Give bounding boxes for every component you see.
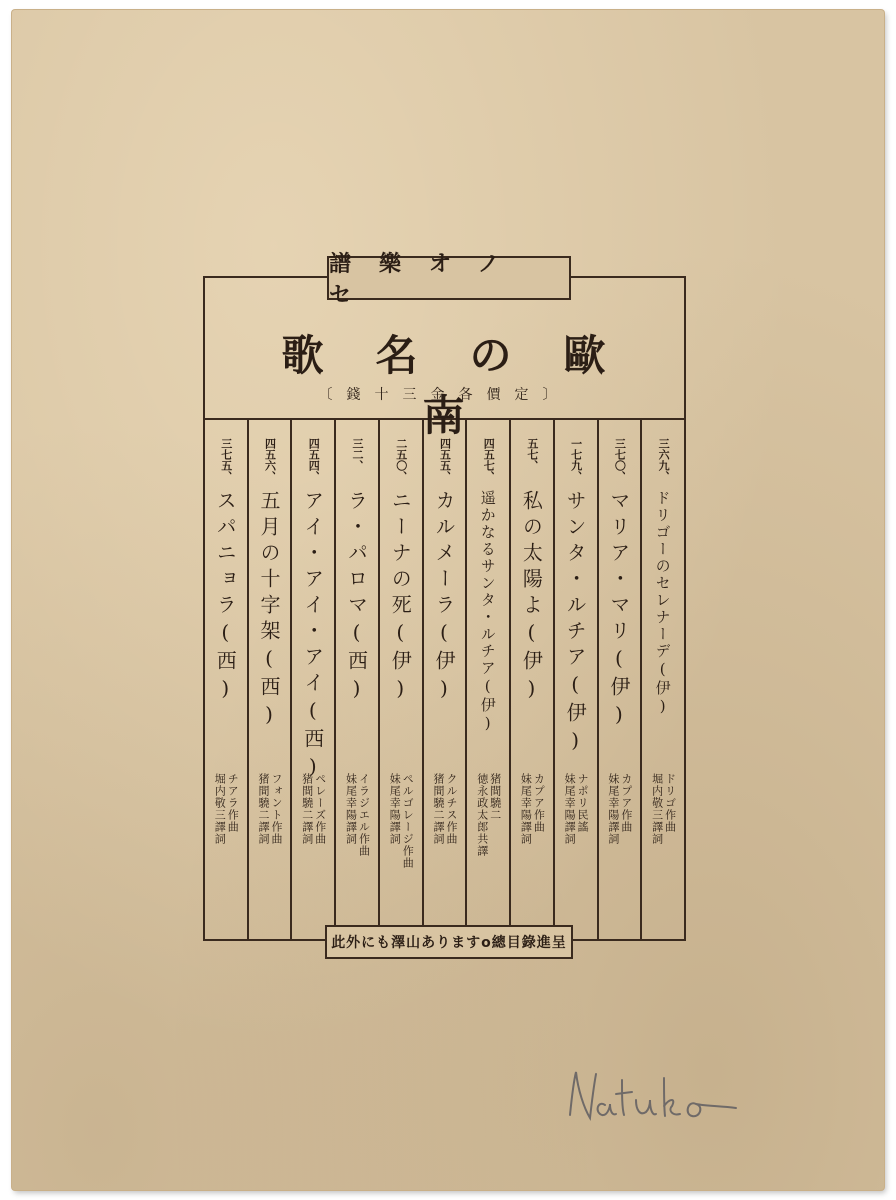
credit-line: 徳永政太郎共譯 xyxy=(475,773,489,857)
credit-line: カプア作曲 xyxy=(619,773,633,833)
song-column xyxy=(380,418,424,939)
song-credits xyxy=(519,773,544,923)
credit-line: 妹尾幸陽譯詞 xyxy=(344,773,358,845)
song-column xyxy=(336,418,380,939)
song-title: アイ・アイ・アイ(西) xyxy=(300,490,325,784)
song-number: 四五七、 xyxy=(482,438,496,482)
song-title: 遥かなるサンタ・ルチア(伊) xyxy=(478,490,497,734)
credit-line: ペレーズ作曲 xyxy=(313,773,327,845)
song-credits xyxy=(344,773,369,923)
song-title: 私の太陽よ(伊) xyxy=(519,490,544,706)
song-title: サンタ・ルチア(伊) xyxy=(563,490,588,758)
song-number: 四五四、 xyxy=(307,438,321,482)
song-title: 五月の十字架(西) xyxy=(257,490,282,732)
song-number: 四五六、 xyxy=(263,438,277,482)
song-number: 四五五、 xyxy=(438,438,452,482)
song-number: 三二、 xyxy=(350,438,364,471)
credit-line: 妹尾幸陽譯詞 xyxy=(563,773,577,845)
song-number: 三七〇、 xyxy=(613,438,627,482)
credit-line: イラジエル作曲 xyxy=(357,773,371,857)
song-credits xyxy=(301,773,326,923)
song-column xyxy=(642,418,684,939)
catalog-frame xyxy=(203,276,686,941)
song-number: 三六九、 xyxy=(657,438,671,482)
credit-line: ドリゴ作曲 xyxy=(663,773,677,833)
series-label: 譜樂オノセ xyxy=(327,256,571,300)
song-credits xyxy=(432,773,457,923)
credit-line: ナポリ民謠 xyxy=(576,773,590,833)
song-title: ドリゴーのセレナーデ(伊) xyxy=(653,490,672,717)
song-number: 二五〇、 xyxy=(394,438,408,482)
song-credits xyxy=(476,773,501,923)
credit-line: ペルゴレージ作曲 xyxy=(401,773,415,869)
song-column xyxy=(205,418,249,939)
credit-line: 妹尾幸陽譯詞 xyxy=(519,773,533,845)
song-title: マリア・マリ(伊) xyxy=(606,490,631,732)
song-column xyxy=(467,418,511,939)
handwritten-signature xyxy=(560,1060,780,1140)
song-number: 五七、 xyxy=(525,438,539,471)
song-column xyxy=(424,418,468,939)
credit-line: 妹尾幸陽譯詞 xyxy=(606,773,620,845)
credit-line: クルチス作曲 xyxy=(444,773,458,845)
song-column xyxy=(249,418,293,939)
song-column xyxy=(555,418,599,939)
song-credits xyxy=(651,773,676,923)
song-credits xyxy=(563,773,588,923)
credit-line: 堀内敬三譯詞 xyxy=(213,773,227,845)
song-column xyxy=(511,418,555,939)
song-title: ラ・パロマ(西) xyxy=(344,490,369,706)
song-title: カルメーラ(伊) xyxy=(431,490,456,706)
credit-line: 猪間驍二譯詞 xyxy=(257,773,271,845)
credit-line: カプア作曲 xyxy=(532,773,546,833)
song-column xyxy=(599,418,643,939)
footer-note: 此外にも澤山ありますo總目錄進呈 xyxy=(325,925,573,959)
credit-line: 堀内敬三譯詞 xyxy=(650,773,664,845)
song-column xyxy=(292,418,336,939)
song-credits xyxy=(607,773,632,923)
song-number: 三七五、 xyxy=(219,438,233,482)
credit-line: 猪間驍二譯詞 xyxy=(431,773,445,845)
song-credits xyxy=(257,773,282,923)
song-credits xyxy=(213,773,238,923)
song-number: 一七九、 xyxy=(569,438,583,482)
credit-line: 猪間驍二 xyxy=(488,773,502,821)
catalog-title: 歌名の歐南 xyxy=(281,331,658,440)
credit-line: 妹尾幸陽譯詞 xyxy=(388,773,402,845)
credit-line: フォント作曲 xyxy=(270,773,284,845)
song-title: スパニョラ(西) xyxy=(213,490,238,706)
credit-line: チアラ作曲 xyxy=(226,773,240,833)
price-note: 〔錢十三金各價定〕 xyxy=(318,387,571,403)
song-credits xyxy=(388,773,413,923)
song-columns xyxy=(205,418,684,939)
credit-line: 猪間驍二譯詞 xyxy=(300,773,314,845)
song-title: ニーナの死(伊) xyxy=(388,490,413,706)
